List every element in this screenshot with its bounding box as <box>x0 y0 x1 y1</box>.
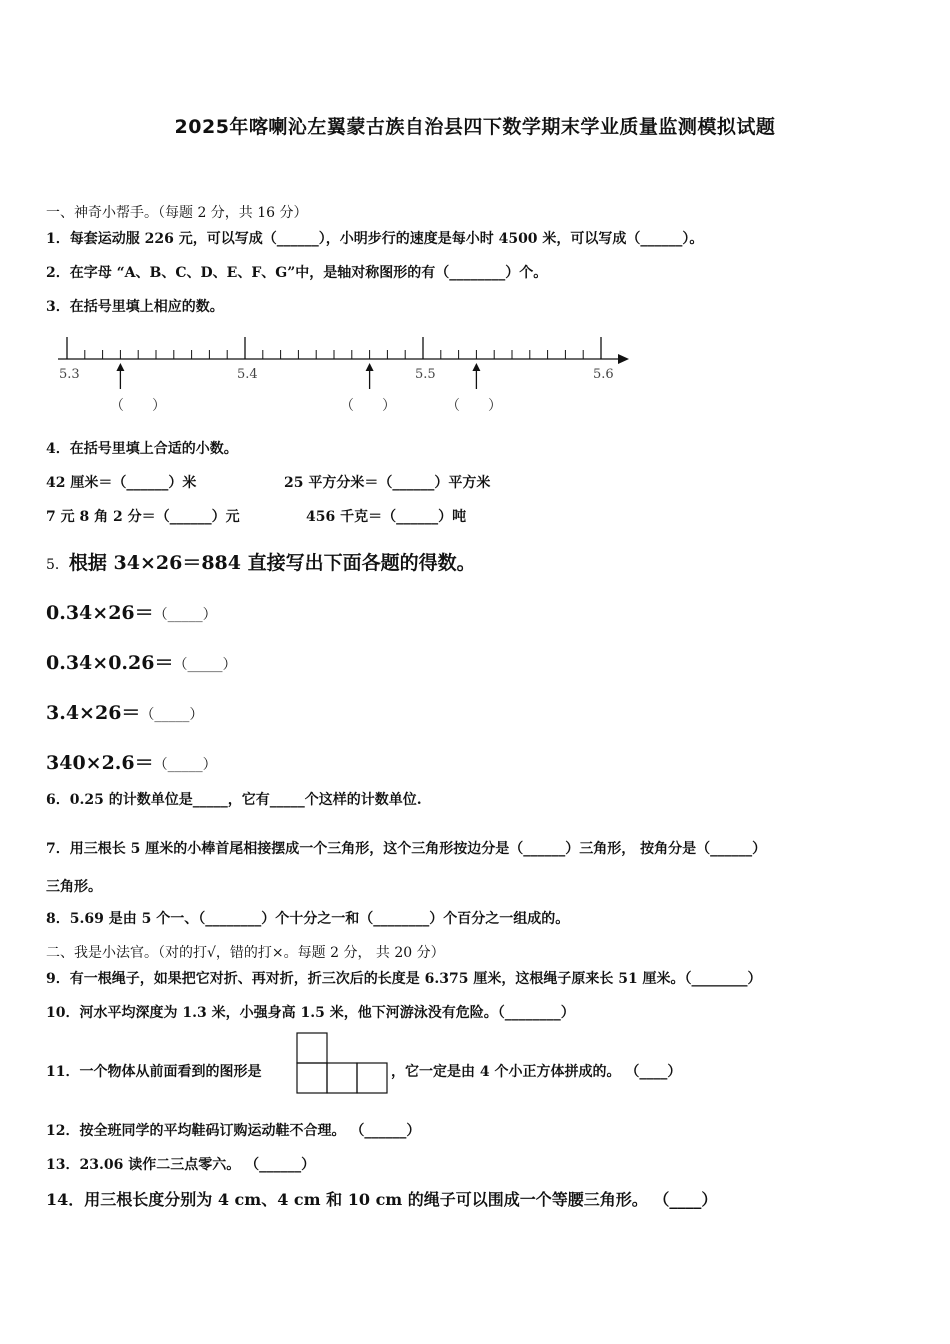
figure-square-bottom-1 <box>297 1063 327 1093</box>
answer-blank: （ ） <box>110 398 166 414</box>
question-5-number: 5． <box>46 557 69 573</box>
question-5d: 340×2.6＝（_____） <box>46 752 217 774</box>
tick-label: 5.3 <box>59 367 80 382</box>
question-8: 8．5.69 是由 5 个一、（________）个十分之一和（________）个百分之一组成的。 <box>46 911 570 927</box>
question-13: 13．23.06 读作二三点零六。 （______） <box>46 1157 316 1173</box>
question-1: 1．每套运动服 226 元，可以写成（______），小明步行的速度是每小时 4500 米，可以写成（______）。 <box>46 231 704 247</box>
question-5 <box>46 548 476 575</box>
question-7-line-1: 7．用三根长 5 厘米的小棒首尾相接摆成一个三角形，这个三角形按边分是（______）三角形， 按角分是（______） <box>46 841 767 857</box>
pointer-arrow-head <box>366 363 374 371</box>
question-7-line-2: 三角形。 <box>46 879 102 895</box>
tick-label: 5.6 <box>593 367 614 382</box>
number-line-figure <box>0 325 700 420</box>
question-10: 10．河水平均深度为 1.3 米，小强身高 1.5 米，他下河游泳没有危险。（________） <box>46 1005 575 1021</box>
question-4a: 42 厘米＝（______）米 <box>46 475 197 491</box>
section-2-heading: 二、我是小法官。（对的打√，错的打×。每题 2 分， 共 20 分） <box>46 945 445 961</box>
figure-square-bottom-2 <box>327 1063 357 1093</box>
figure-square-bottom-3 <box>357 1063 387 1093</box>
pointer-arrow-head <box>472 363 480 371</box>
question-5a: 0.34×26＝（_____） <box>46 602 217 624</box>
question-11-part-1: 11．一个物体从前面看到的图形是 <box>46 1064 262 1080</box>
question-6: 6．0.25 的计数单位是_____，它有_____个这样的计数单位. <box>46 792 422 808</box>
question-5b: 0.34×0.26＝（_____） <box>46 652 237 674</box>
figure-square-top <box>297 1033 327 1063</box>
question-3: 3．在括号里填上相应的数。 <box>46 299 224 315</box>
question-11-part-2: ，它一定是由 4 个小正方体拼成的。 （____） <box>391 1064 682 1080</box>
question-5-text: 根据 34×26＝884 直接写出下面各题的得数。 <box>68 552 476 574</box>
question-4d: 456 千克＝（______）吨 <box>306 509 467 525</box>
question-2: 2．在字母 “A、B、C、D、E、F、G”中，是轴对称图形的有（________）个。 <box>46 265 548 281</box>
tick-label: 5.5 <box>415 367 436 382</box>
pointer-arrow-head <box>116 363 124 371</box>
number-line-arrowhead <box>618 354 629 364</box>
page-title: 2025年喀喇沁左翼蒙古族自治县四下数学期末学业质量监测模拟试题 <box>174 116 776 138</box>
question-5c: 3.4×26＝（_____） <box>46 702 204 724</box>
front-view-figure <box>296 1032 391 1095</box>
question-14: 14．用三根长度分别为 4 cm、4 cm 和 10 cm 的绳子可以围成一个等腰三角形。 （____） <box>46 1190 718 1209</box>
question-4c: 7 元 8 角 2 分＝（______）元 <box>46 509 240 525</box>
question-12: 12．按全班同学的平均鞋码订购运动鞋不合理。 （______） <box>46 1123 421 1139</box>
answer-blank: （ ） <box>340 398 396 414</box>
question-9: 9．有一根绳子，如果把它对折、再对折，折三次后的长度是 6.375 厘米，这根绳子原来长 51 厘米。（________） <box>46 971 762 987</box>
answer-blank: （ ） <box>446 398 502 414</box>
tick-label: 5.4 <box>237 367 258 382</box>
section-1-heading: 一、神奇小帮手。（每题 2 分，共 16 分） <box>46 205 308 221</box>
question-4: 4．在括号里填上合适的小数。 <box>46 441 238 457</box>
question-4b: 25 平方分米＝（______）平方米 <box>284 475 491 491</box>
